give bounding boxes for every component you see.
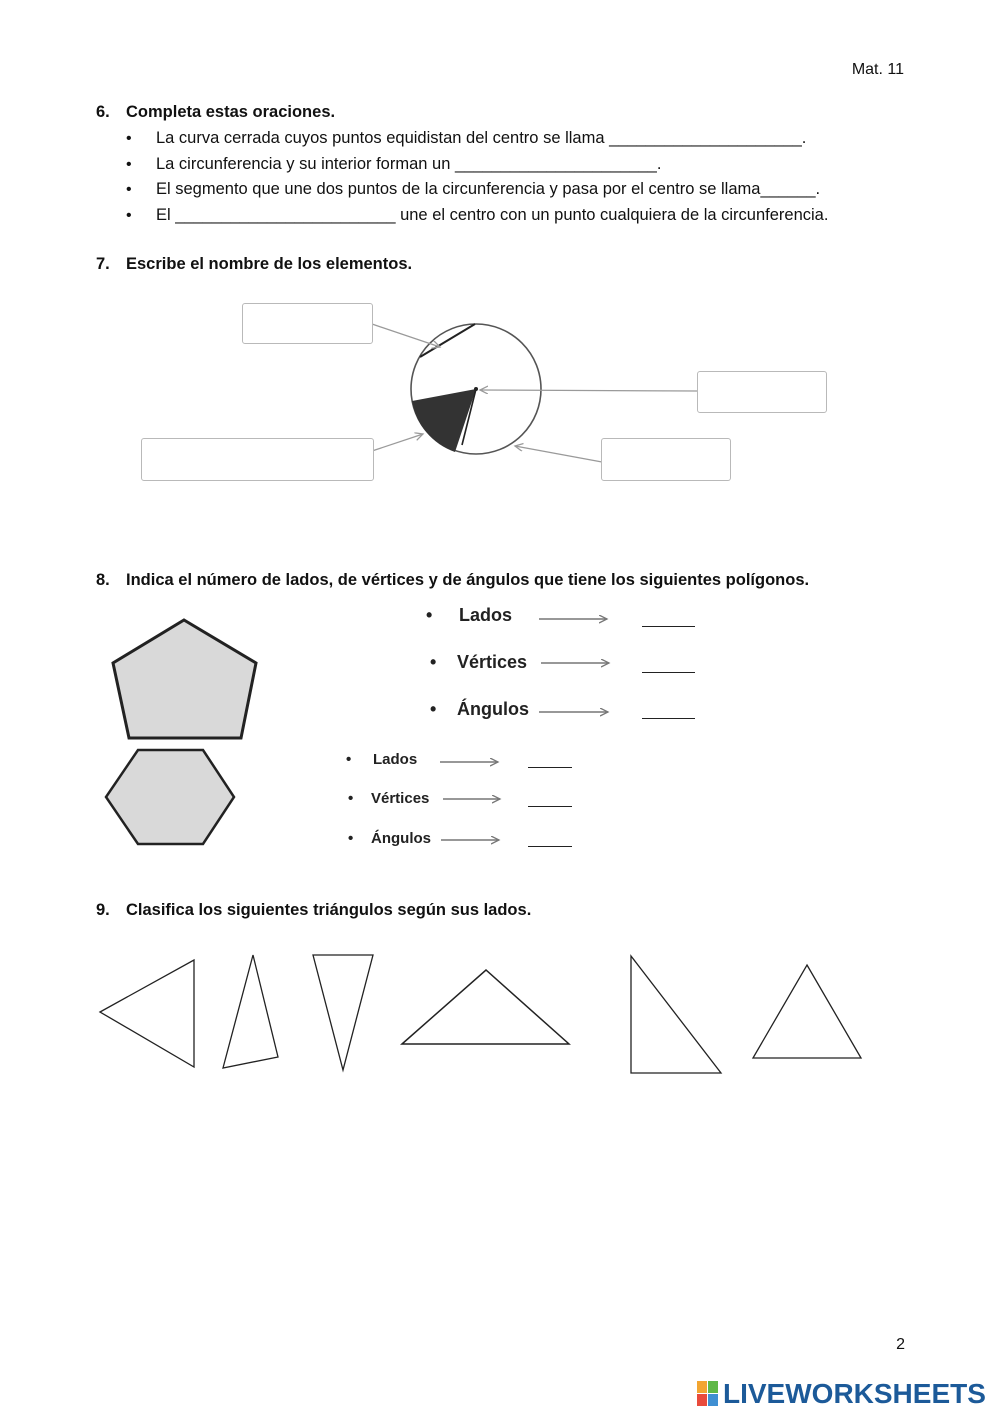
pentagon-blank-vertices[interactable] — [642, 672, 695, 673]
answer-box-sector[interactable] — [141, 438, 374, 481]
arrow-to-circumference — [515, 446, 602, 462]
bullet: • — [348, 790, 354, 807]
q8-title-text: Indica el número de lados, de vértices y de ángulos que tiene los siguientes polígonos. — [126, 571, 810, 589]
q6-sentence-3: • El segmento que une dos puntos de la circunferencia y pasa por el centro se llama______. — [126, 177, 828, 203]
arrow-to-sector — [372, 434, 423, 451]
bullet: • — [346, 751, 352, 768]
liveworksheets-logo[interactable] — [697, 1378, 986, 1410]
q8-title — [96, 571, 809, 590]
triangle-3 — [313, 955, 373, 1070]
logo-text: LIVEWORKSHEETS — [723, 1378, 986, 1409]
triangle-1 — [100, 960, 194, 1067]
bullet: • — [430, 652, 437, 672]
pentagon-blank-angulos[interactable] — [642, 718, 695, 719]
center-point — [474, 387, 478, 391]
bullet: • — [348, 830, 354, 847]
q6-sentence-1: • La curva cerrada cuyos puntos equidistan del centro se llama _____________________. — [126, 126, 828, 152]
pentagon-label-lados: Lados — [459, 605, 513, 625]
answer-box-center[interactable] — [697, 371, 827, 413]
bullet: • — [426, 605, 433, 625]
hexagon-label-vertices: Vértices — [371, 790, 430, 807]
answer-box-chord[interactable] — [242, 303, 373, 344]
hexagon-blank-vertices[interactable] — [528, 806, 572, 807]
q7-title-text: Escribe el nombre de los elementos. — [126, 255, 413, 273]
q6-sentence-4: • El ________________________ une el centro con un punto cualquiera de la circunferencia. — [126, 203, 828, 229]
q6-sentence-2: • La circunferencia y su interior forman un ______________________. — [126, 152, 828, 178]
answer-box-circumference[interactable] — [601, 438, 731, 481]
triangle-figures — [0, 940, 1000, 1090]
hexagon-label-lados: Lados — [373, 751, 418, 768]
pentagon-label-vertices: Vértices — [457, 652, 528, 672]
polygon-figures — [0, 590, 1000, 870]
logo-blocks-icon — [697, 1381, 719, 1407]
pentagon-shape — [113, 620, 256, 738]
q9-title — [96, 901, 531, 920]
q6-title-text: Completa estas oraciones. — [126, 103, 336, 121]
triangle-5 — [631, 956, 721, 1073]
bullet: • — [430, 699, 437, 719]
arrow-to-chord — [372, 324, 440, 347]
triangle-2 — [223, 955, 278, 1068]
hexagon-blank-lados[interactable] — [528, 767, 572, 768]
page-code: Mat. 11 — [851, 61, 904, 78]
pentagon-blank-lados[interactable] — [642, 626, 695, 627]
pentagon-label-angulos: Ángulos — [457, 699, 529, 719]
hexagon-blank-angulos[interactable] — [528, 846, 572, 847]
hexagon-shape — [106, 750, 234, 844]
page-number: 2 — [896, 1336, 905, 1353]
q7-number: 7. — [96, 255, 110, 273]
q8-number: 8. — [96, 571, 110, 589]
q9-number: 9. — [96, 901, 110, 919]
triangle-6 — [753, 965, 861, 1058]
triangle-4 — [402, 970, 569, 1044]
q6-number: 6. — [96, 103, 110, 121]
hexagon-label-angulos: Ángulos — [371, 830, 431, 847]
q9-title-text: Clasifica los siguientes triángulos según sus lados. — [126, 901, 532, 919]
